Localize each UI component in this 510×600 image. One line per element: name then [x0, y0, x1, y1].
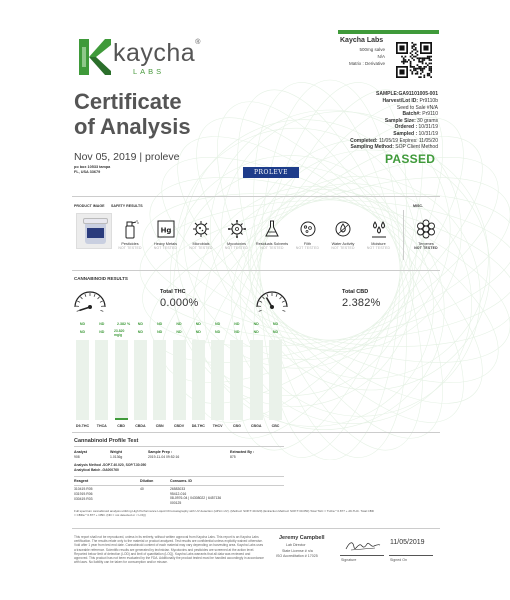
iso-accreditation: ISO Accreditation # 17025: [276, 554, 318, 558]
compound-bar: [95, 340, 108, 420]
total-cbd-label: Total CBD: [342, 289, 369, 295]
svg-text:Hg: Hg: [160, 226, 171, 235]
consums-id: 26583033: [170, 487, 186, 491]
safety-filth: [291, 218, 325, 250]
total-cbd-value: 2.382%: [342, 297, 381, 309]
category-name: Heavy Metals: [153, 242, 177, 246]
reagent-id: 310419.R05: [74, 487, 93, 491]
compound-bar: [76, 340, 89, 420]
category-status: NOT TESTED: [118, 246, 142, 250]
safety-moisture: [362, 218, 396, 250]
safety-results-label: SAFETY RESULTS: [111, 204, 143, 208]
microbe-icon: [189, 218, 213, 240]
safety-mycotoxins: [220, 218, 254, 250]
category-status: NOT TESTED: [224, 246, 249, 250]
consums-header: Consums. ID: [170, 479, 192, 483]
lab-name: Kaycha Labs: [340, 37, 384, 44]
compound-bar: [211, 340, 224, 420]
compound-name: CBC: [271, 424, 280, 428]
compound-name: THCA: [96, 424, 107, 428]
category-status: NOT TESTED: [295, 246, 320, 250]
compound-value-mg: ND: [253, 330, 259, 334]
signature-line: [340, 555, 384, 556]
signed-date: 11/05/2019: [390, 539, 425, 546]
compound-value-mg: ND: [157, 330, 163, 334]
compound-name: D9-THC: [75, 424, 90, 428]
compound-value-pct: ND: [253, 322, 259, 326]
reagent-id: 031919.R06: [74, 492, 93, 496]
category-status: NOT TESTED: [331, 246, 355, 250]
compound-value-mg: ND: [99, 330, 105, 334]
safety-pesticides: [113, 218, 147, 250]
compound-bar: [230, 340, 243, 420]
report-date-client: Nov 05, 2019 | proleve: [74, 151, 180, 163]
compound-name: CBDA: [135, 424, 146, 428]
cbd-gauge-icon: [254, 287, 290, 315]
reagent-header: Reagent: [74, 479, 89, 483]
sample-prep-value: 2019-11-04 09:52:16: [148, 455, 180, 459]
state-license: State License # n/a: [282, 549, 313, 553]
compound-name: CBN: [155, 424, 164, 428]
cbd-mg-value: 23.820 mg/g: [114, 329, 125, 337]
analytical-batch: Analytical Batch -GA000760: [74, 468, 119, 472]
flask-icon: [260, 218, 284, 240]
compound-bar: [269, 340, 282, 420]
page-title: Certificate of Analysis: [74, 89, 191, 139]
category-status: NOT TESTED: [189, 246, 213, 250]
disclaimer: This report shall not be reproduced, unless in its entirety, without written approval from Kaycha Labs. This report is an Kaycha Labs certification. The results relate only to the material or product analyzed. Test results are confidential unless explicitly waived otherwise. Void after 1 year from test end date. Cannabinoid content of each material may vary depending on harvesting area. Kaycha Labs uses a traceable reference. Scientific results are generated by technician. Mycotoxins and pesticides are screened at the action level. Reported below limit of detection (LOD) and limit of quantitation (LOQ). Kaycha Labs warrants that all data was reviewed and approved. This product has not been evaluated by the FDA. Additionally the product tested must be handled accordingly in accordance with laws. No liability can be taken for consumption and/or misuse.: [74, 535, 264, 565]
sample-row: Seed to Sale #N/A: [396, 104, 438, 111]
compound-bar: [134, 340, 147, 420]
compound-name: THCV: [212, 424, 223, 428]
category-name: Microbials: [192, 242, 210, 246]
sample-row: Batch#: Pr9110: [402, 111, 438, 118]
mercury-icon: [154, 218, 178, 240]
safety-heavy-metals: [149, 218, 183, 250]
compound-value-mg: ND: [272, 330, 279, 334]
safety-terpenes: [409, 218, 443, 250]
kaycha-logo: [77, 37, 201, 77]
signature-label: Signature: [341, 558, 357, 562]
total-thc-label: Total THC: [160, 289, 186, 295]
client-address: po box 10533 tampa FL, USA 33679: [74, 165, 111, 174]
consums-id: 08-0976-04 | 04308022 | 6457136: [170, 496, 222, 500]
brand-name: kaycha®: [113, 39, 201, 67]
sample-row: Ordered : 10/31/19: [394, 124, 438, 131]
analyst-header: Analyst: [74, 450, 87, 454]
extracted-by-header: Extracted By :: [230, 450, 255, 454]
kaycha-k-mark-icon: [77, 37, 111, 77]
compound-bar: [115, 340, 128, 420]
category-name: Filth: [303, 242, 312, 246]
moisture-icon: [367, 218, 391, 240]
reagent-id: 030419.R03: [74, 497, 93, 501]
compound-value-pct: ND: [99, 322, 105, 326]
compound-value-pct: ND: [234, 322, 240, 326]
weight-header: Weight: [110, 450, 122, 454]
consums-id: 95412-016: [170, 491, 187, 496]
compound-value-mg: ND: [137, 330, 143, 334]
sample-prep-header: Sample Prep :: [148, 450, 172, 454]
safety-residuals-solvents: [255, 218, 289, 250]
consums-id: 000125: [170, 500, 182, 505]
brand-subtitle: LABS: [133, 67, 165, 76]
sample-row: Sample Size: 30 grams: [384, 117, 438, 124]
sample-row: Sampling Method: SOP Client Method: [350, 144, 438, 151]
category-name: Moisture: [371, 242, 386, 246]
compound-value-mg: ND: [79, 330, 86, 334]
signed-on-label: Signed On: [390, 558, 407, 562]
virus-icon: [225, 218, 249, 240]
compound-value-pct: ND: [176, 322, 182, 326]
compound-value-mg: ND: [214, 330, 221, 334]
category-name: Terpenes: [418, 242, 434, 246]
compound-value-pct: ND: [79, 322, 86, 326]
compound-value-pct: ND: [157, 322, 163, 326]
weight-value: 1.0136g: [110, 455, 123, 459]
divider: [74, 446, 284, 447]
spray-bottle-icon: [118, 218, 142, 240]
compound-value-pct: ND: [195, 322, 201, 326]
sample-row: Harvest/Lot ID: Pr9110b: [382, 98, 438, 104]
signer-role: Lab Director: [286, 543, 306, 547]
category-name: Pesticides: [121, 242, 139, 246]
divider: [403, 210, 404, 260]
terpene-icon: [414, 218, 438, 240]
compound-name: CBDV: [173, 424, 185, 428]
sample-row: Completed: 11/05/19 Expires: 11/05/20: [350, 137, 438, 144]
status-badge: PASSED: [385, 152, 436, 166]
compound-bar: [250, 340, 263, 420]
dilution-header: Dilution: [140, 479, 154, 483]
compound-name: D8-THC: [191, 424, 205, 428]
signer-name: Jeremy Campbell: [279, 535, 325, 541]
category-status: NOT TESTED: [260, 246, 284, 250]
compound-name: CBG: [232, 424, 241, 428]
filth-icon: [296, 218, 320, 240]
compound-value-pct: ND: [214, 322, 221, 326]
compound-value-pct: 2.382 %: [117, 322, 131, 326]
misc-label: MISC.: [413, 204, 423, 208]
product-name: 500mg salve: [359, 47, 385, 52]
category-status: NOT TESTED: [366, 246, 391, 250]
divider: [72, 432, 440, 433]
cannabinoid-heading: CANNABINOID RESULTS: [74, 276, 128, 281]
date-line: [389, 555, 433, 556]
category-status: NOT TESTED: [414, 246, 438, 250]
product-image: [76, 213, 112, 249]
water-icon: [331, 218, 355, 240]
compound-value-mg: ND: [195, 330, 201, 334]
qr-code-icon[interactable]: [393, 42, 435, 78]
client-logo: PROLEVE: [243, 167, 299, 178]
safety-microbials: [184, 218, 218, 250]
thc-gauge-icon: [72, 287, 108, 315]
category-name: Mycotoxins: [227, 242, 246, 246]
compound-value-mg: ND: [176, 330, 182, 334]
product-image-label: PRODUCT IMAGE: [74, 204, 105, 208]
category-status: NOT TESTED: [153, 246, 178, 250]
analysis-method: Analysis Method -SOP.T.40.020, SOP.T.30.050: [74, 463, 147, 467]
dilution-value: 40: [140, 487, 144, 491]
product-matrix: Matrix : Derivative: [348, 61, 385, 66]
sample-id: SAMPLE:GA91101005-001: [376, 91, 438, 97]
sample-row: Sampled : 10/31/19: [393, 131, 438, 137]
compound-name: CBD: [117, 424, 125, 428]
compound-bar-fill: [115, 418, 128, 420]
product-strain: N/A: [377, 54, 385, 59]
compound-bar: [153, 340, 166, 420]
profile-heading: Cannabinoid Profile Test: [74, 438, 139, 444]
divider: [72, 528, 440, 529]
divider: [74, 485, 284, 486]
safety-water-activity: [326, 218, 360, 250]
compound-value-pct: ND: [272, 322, 279, 326]
compound-bar: [173, 340, 186, 420]
divider: [74, 476, 284, 477]
analyst-value: 908: [74, 455, 80, 459]
compound-bar: [192, 340, 205, 420]
compound-name: CBGA: [250, 424, 262, 428]
category-name: Water Activity: [331, 242, 355, 246]
signature-scribble-icon: [345, 539, 381, 553]
header-accent-bar: [338, 30, 439, 34]
total-thc-value: 0.000%: [160, 297, 199, 309]
divider: [72, 270, 440, 271]
compound-value-pct: ND: [137, 322, 143, 326]
compound-value-mg: ND: [234, 330, 240, 334]
divider: [72, 196, 440, 197]
category-name: Residuals Solvents: [255, 242, 289, 246]
extracted-by-value: 875: [230, 455, 236, 459]
method-footnote: Full spectrum cannabinoid analysis utilizing High Performance Liquid Chromatography with UV detection (HPLC-UV). (Method: SOP.T.40.020) (Extraction Method: SOP.T.30.050) Total THC = THCa * 0.877 + d9-THC. Total CBD = CBDa * 0.877 + CBD. (ND = not detected or < LOQ): [74, 509, 374, 517]
